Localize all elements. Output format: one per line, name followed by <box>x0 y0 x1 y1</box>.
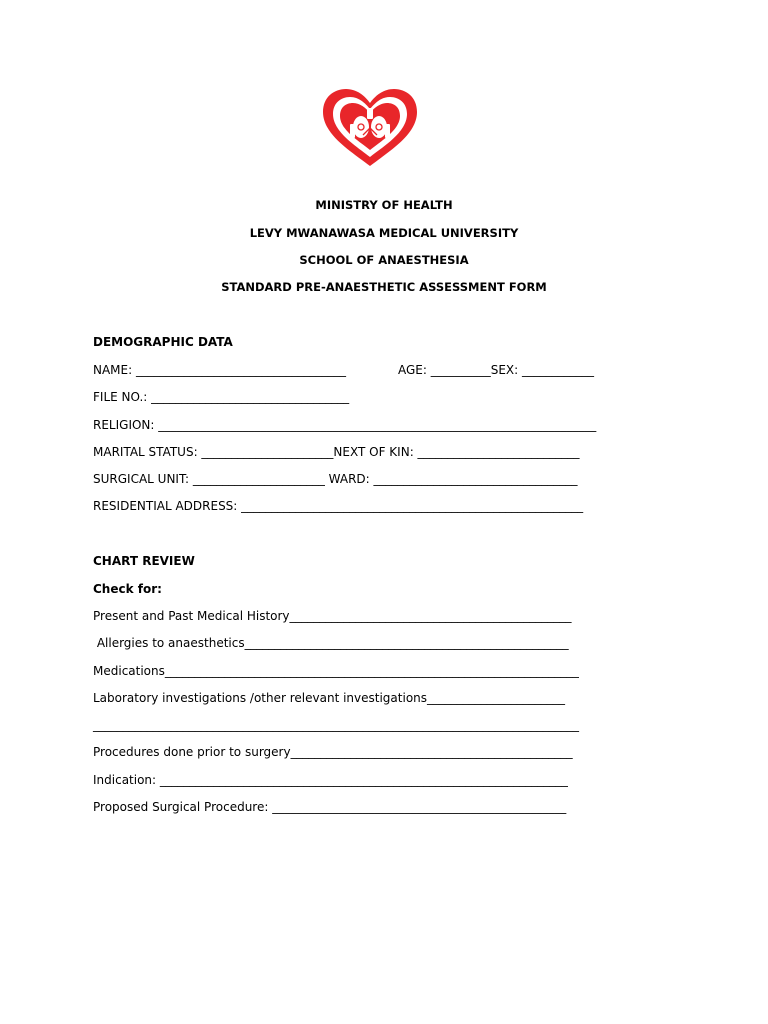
indication-field[interactable]: Indication: ____________________________________________________________________ <box>93 773 568 787</box>
lab-continuation-line[interactable]: _________________________________________________________________________________ <box>93 718 579 732</box>
header-ministry: MINISTRY OF HEALTH <box>315 198 453 212</box>
header-school: SCHOOL OF ANAESTHESIA <box>299 253 469 267</box>
age-sex-field[interactable]: AGE: __________SEX: ____________ <box>398 363 595 377</box>
header-university: LEVY MWANAWASA MEDICAL UNIVERSITY <box>249 226 519 240</box>
religion-field[interactable]: RELIGION: _________________________________________________________________________ <box>93 418 597 432</box>
check-for-label: Check for: <box>93 582 162 596</box>
demographic-heading: DEMOGRAPHIC DATA <box>93 335 233 349</box>
school-heart-logo <box>320 86 420 168</box>
surgical-unit-ward-field[interactable]: SURGICAL UNIT: ______________________ WARD: __________________________________ <box>93 472 578 486</box>
file-no-field[interactable]: FILE NO.: _________________________________ <box>93 390 350 404</box>
allergies-field[interactable]: Allergies to anaesthetics______________________________________________________ <box>93 636 569 650</box>
name-field[interactable]: NAME: ___________________________________ <box>93 363 346 377</box>
chart-review-heading: CHART REVIEW <box>93 554 195 568</box>
medications-field[interactable]: Medications_____________________________________________________________________ <box>93 664 579 678</box>
proposed-procedure-field[interactable]: Proposed Surgical Procedure: _________________________________________________ <box>93 800 567 814</box>
form-title: STANDARD PRE-ANAESTHETIC ASSESSMENT FORM <box>221 280 547 294</box>
lab-investigations-field[interactable]: Laboratory investigations /other relevant investigations_______________________ <box>93 691 566 705</box>
residential-address-field[interactable]: RESIDENTIAL ADDRESS: _________________________________________________________ <box>93 499 584 513</box>
marital-next-of-kin-field[interactable]: MARITAL STATUS: ______________________NEXT OF KIN: ___________________________ <box>93 445 580 459</box>
procedures-prior-field[interactable]: Procedures done prior to surgery_______________________________________________ <box>93 745 573 759</box>
medical-history-field[interactable]: Present and Past Medical History_______________________________________________ <box>93 609 572 623</box>
